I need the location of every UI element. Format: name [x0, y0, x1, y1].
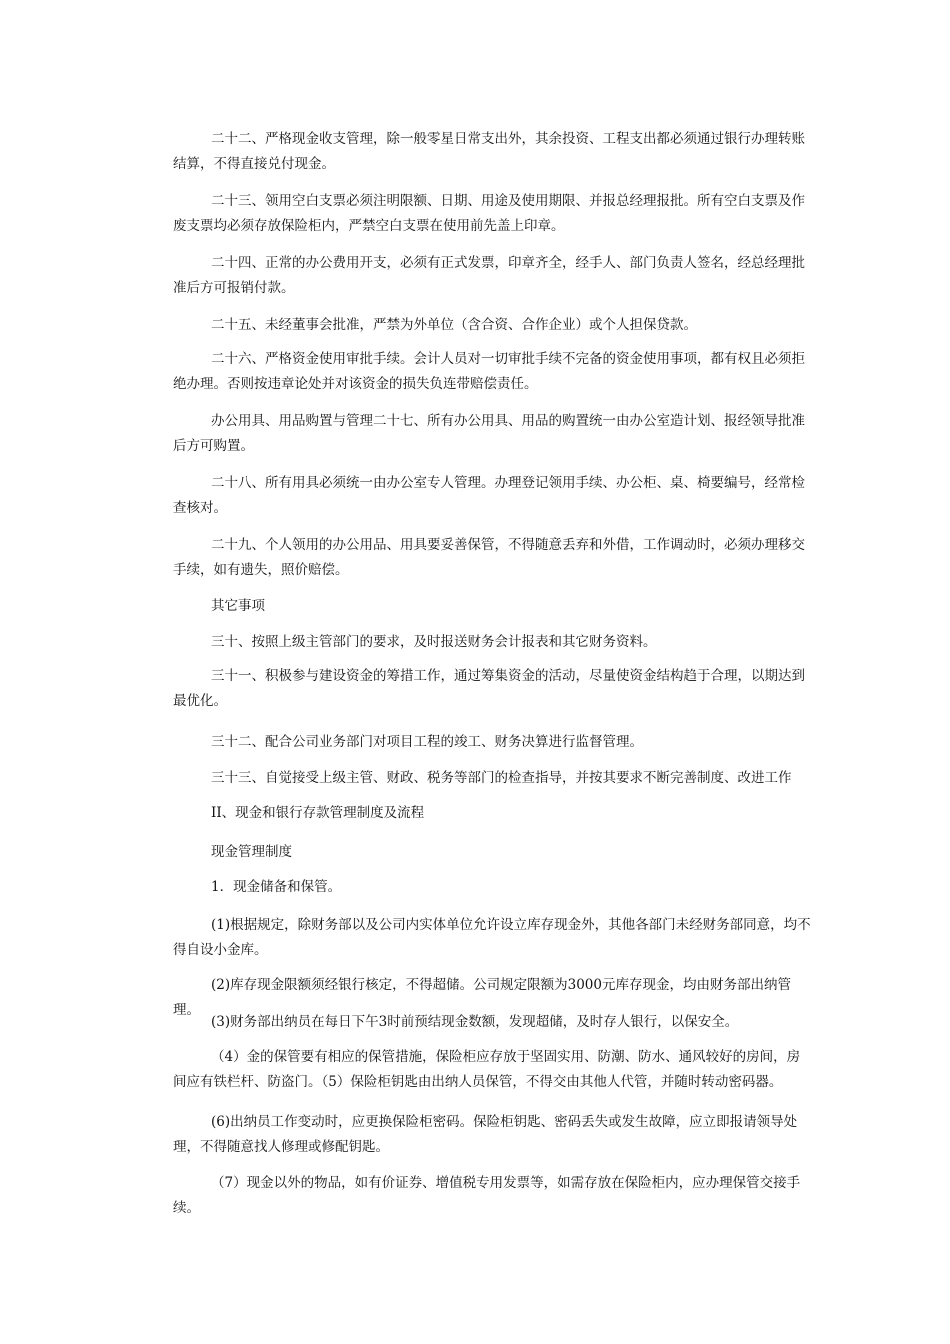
paragraph-26: 二十六、严格资金使用审批手续。会计人员对一切审批手续不完备的资金使用事项，都有权且必须拒绝办理。否则按违章论处并对该资金的损失负连带赔偿责任。: [173, 351, 805, 392]
section-heading-cash-bank: II、现金和银行存款管理制度及流程: [211, 805, 425, 821]
item-1-3: (3)财务部出纳员在每日下午3时前预结现金数额，发现超储，及时存人银行，以保安全。: [211, 1014, 739, 1030]
paragraph-27: 办公用具、用品购置与管理二十七、所有办公用具、用品的购置统一由办公室造计划、报经领导批准后方可购置。: [173, 413, 805, 454]
paragraph-23: 二十三、领用空白支票必须注明限额、日期、用途及使用期限、并报总经理报批。所有空白支票及作废支票均必须存放保险柜内，严禁空白支票在使用前先盖上印章。: [173, 193, 805, 234]
item-1-6: (6)出纳员工作变动时，应更换保险柜密码。保险柜钥匙、密码丢失或发生故障，应立即报请领导处理，不得随意找人修理或修配钥匙。: [173, 1114, 798, 1155]
item-1-7: （7）现金以外的物品，如有价证券、增值税专用发票等，如需存放在保险柜内，应办理保管交接手续。: [173, 1175, 801, 1216]
paragraph-33: 三十三、自觉接受上级主管、财政、税务等部门的检查指导，并按其要求不断完善制度、改进工作: [211, 770, 792, 786]
paragraph-31: 三十一、积极参与建设资金的筹措工作，通过筹集资金的活动，尽量使资金结构趋于合理，以期达到最优化。: [173, 668, 805, 709]
item-1-1: (1)根据规定，除财务部以及公司内实体单位允许设立库存现金外，其他各部门未经财务部同意，均不得自设小金库。: [173, 917, 811, 958]
section-heading-other: 其它事项: [211, 598, 265, 614]
item-1-2: (2)库存现金限额须经银行核定，不得超储。公司规定限额为3000元库存现金，均由财务部出纳管理。: [173, 977, 791, 1018]
paragraph-30: 三十、按照上级主管部门的要求，及时报送财务会计报表和其它财务资料。: [211, 634, 657, 650]
paragraph-24: 二十四、正常的办公费用开支，必须有正式发票，印章齐全，经手人、部门负责人签名，经总经理批准后方可报销付款。: [173, 255, 805, 296]
paragraph-25: 二十五、未经董事会批准，严禁为外单位（含合资、合作企业）或个人担保贷款。: [211, 317, 697, 333]
paragraph-28: 二十八、所有用具必须统一由办公室专人管理。办理登记领用手续、办公柜、桌、椅要编号，经常检查核对。: [173, 475, 805, 516]
paragraph-32: 三十二、配合公司业务部门对项目工程的竣工、财务决算进行监督管理。: [211, 734, 643, 750]
item-1-4-5: （4）金的保管要有相应的保管措施，保险柜应存放于坚固实用、防潮、防水、通风较好的房间，房间应有铁栏杆、防盗门。（5）保险柜钥匙由出纳人员保管，不得交由其他人代管，并随时转动密码器。: [173, 1049, 801, 1090]
paragraph-29: 二十九、个人领用的办公用品、用具要妥善保管，不得随意丢弃和外借，工作调动时，必须办理移交手续，如有遗失，照价赔偿。: [173, 537, 805, 578]
section-heading-cash-management: 现金管理制度: [211, 844, 292, 860]
paragraph-22: 二十二、严格现金收支管理，除一般零星日常支出外，其余投资、工程支出都必须通过银行办理转账结算，不得直接兑付现金。: [173, 131, 805, 172]
item-1-heading: 1．现金储备和保管。: [211, 879, 342, 895]
